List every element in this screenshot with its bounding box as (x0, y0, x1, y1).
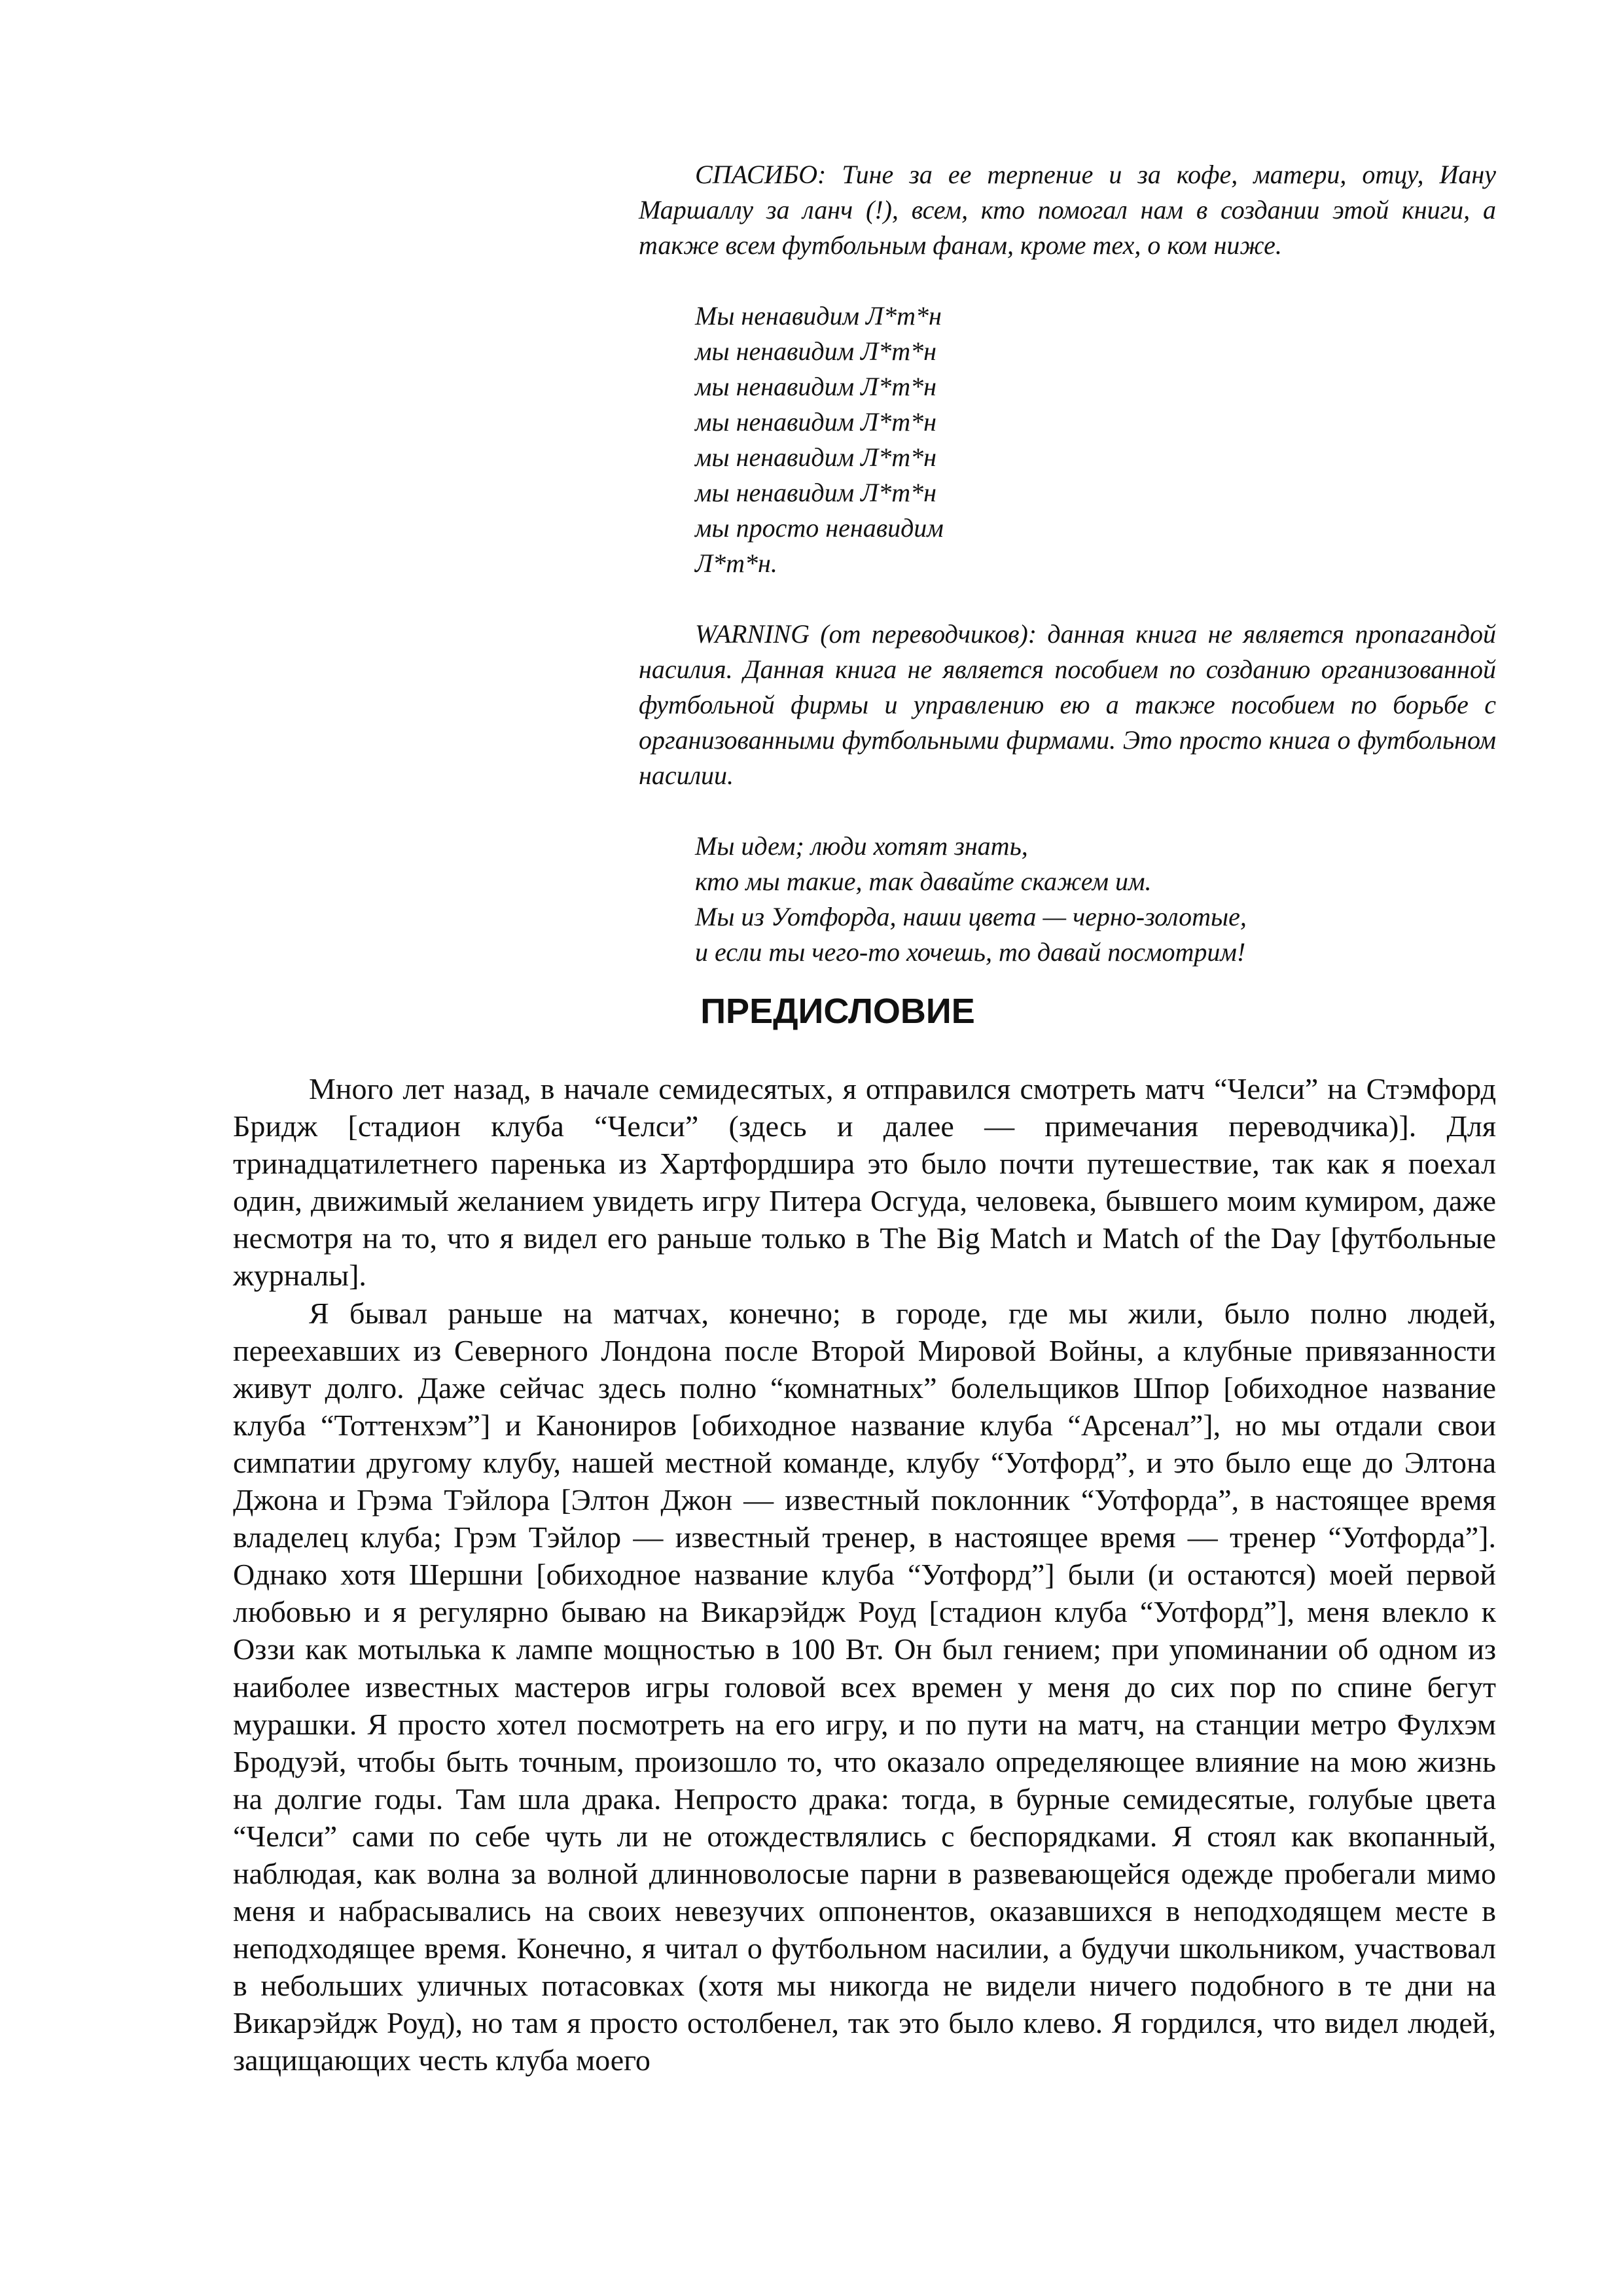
paragraph: Много лет назад, в начале семидесятых, я отправился смотреть матч “Челси” на Стэмфорд Бридж [стадион клуба “Челси” (здесь и далее — примечания переводчика)]. Для тринадцатилетнего паренька из Хартфордшира это было почти путешествие, так как я поехал один, движимый желанием увидеть игру Питера Осгуда, человека, бывшего моим кумиром, даже несмотря на то, что я видел его раньше только в The Big Match и Match of the Day [футбольные журналы]. (233, 1072, 1496, 1293)
paragraph: Я бывал раньше на матчах, конечно; в городе, где мы жили, было полно людей, переехавших из Северного Лондона после Второй Мировой Войны, а клубные привязанности живут долго. Даже сейчас здесь полно “комнатных” болельщиков Шпор [обиходное название клуба “Тоттенхэм”] и Канониров [обиходное название клуба “Арсенал”], но мы отдали свои симпатии другому клубу, нашей местной команде, клубу “Уотфорд”, и это было еще до Элтона Джона и Грэма Тэйлора [Элтон Джон — известный поклонник “Уотфорда”, в настоящее время владелец клуба; Грэм Тэйлор — известный тренер, в настоящее время — тренер “Уотфорда”]. Однако хотя Шершни [обиходное название клуба “Уотфорд”] были (и остаются) моей первой любовью и я регулярно бываю на Викарэйдж Роуд [стадион клуба “Уотфорд”], меня влекло к Оззи как мотылька к лампе мощностью в 100 Вт. Он был гением; при упоминании об одном из наиболее известных мастеров игры головой всех времен у меня до сих пор по спине бегут мурашки. Я просто хотел посмотреть на его игру, и по пути на матч, на станции метро Фулхэм Бродуэй, чтобы быть точным, произошло то, что оказало определяющее влияние на мою жизнь на долгие годы. Там шла драка. Непросто драка: тогда, в бурные семидесятые, голубые цвета “Челси” сами по себе чуть ли не отождествлялись с беспорядками. Я стоял как вкопанный, наблюдая, как волна за волной длинноволосые парни в развевающейся одежде пробегали мимо меня и набрасывались на своих невезучих оппонентов, оказавшихся в неподходящем месте в неподходящее время. Конечно, я читал о футбольном насилии, а будучи школьником, участвовал в небольших уличных потасовках (хотя мы никогда не видели ничего подобного в те дни на Викарэйдж Роуд), но там я просто остолбенел, так это было клево. Я гордился, что видел людей, защищающих честь клуба моего (233, 1296, 1496, 2077)
verse-line: мы ненавидим Л*т*н (695, 407, 937, 437)
verse-line: Мы идем; люди хотят знать, (695, 831, 1028, 861)
chant-verse (639, 298, 1496, 581)
spacer (639, 581, 1496, 617)
spacer (639, 263, 1496, 298)
verse-line: мы ненавидим Л*т*н (695, 336, 937, 366)
verse-line: мы ненавидим Л*т*н (695, 372, 937, 401)
body-text (233, 1070, 1496, 2079)
verse-line: мы ненавидим Л*т*н (695, 442, 937, 472)
verse-line: Мы из Уотфорда, наши цвета — черно-золотые, (695, 902, 1247, 931)
verse-line: Л*т*н. (695, 548, 777, 578)
verse-line: Мы ненавидим Л*т*н (695, 301, 942, 331)
translators-warning: WARNING (от переводчиков): данная книга не является пропагандой насилия. Данная книга не является пособием по созданию организованной футбольной фирмы и управлению ею а также пособием по борьбе с организованными футбольными фирмами. Это просто книга о футбольном насилии. (639, 619, 1496, 790)
spacer (639, 793, 1496, 829)
verse-line: кто мы такие, так давайте скажем им. (695, 867, 1152, 896)
section-heading: ПРЕДИСЛОВИЕ (700, 992, 975, 1031)
epigraph-column (639, 157, 1496, 970)
verse-line: и если ты чего-то хочешь, то давай посмотрим! (695, 937, 1246, 967)
acknowledgements: СПАСИБО: Тине за ее терпение и за кофе, матери, отцу, Иану Маршаллу за ланч (!), всем, кто помогал нам в создании этой книги, а также всем футбольным фанам, кроме тех, о ком ниже. (639, 160, 1496, 260)
verse-line: мы ненавидим Л*т*н (695, 478, 937, 507)
verse-line: мы просто ненавидим (695, 513, 944, 543)
song-verse (639, 829, 1496, 970)
